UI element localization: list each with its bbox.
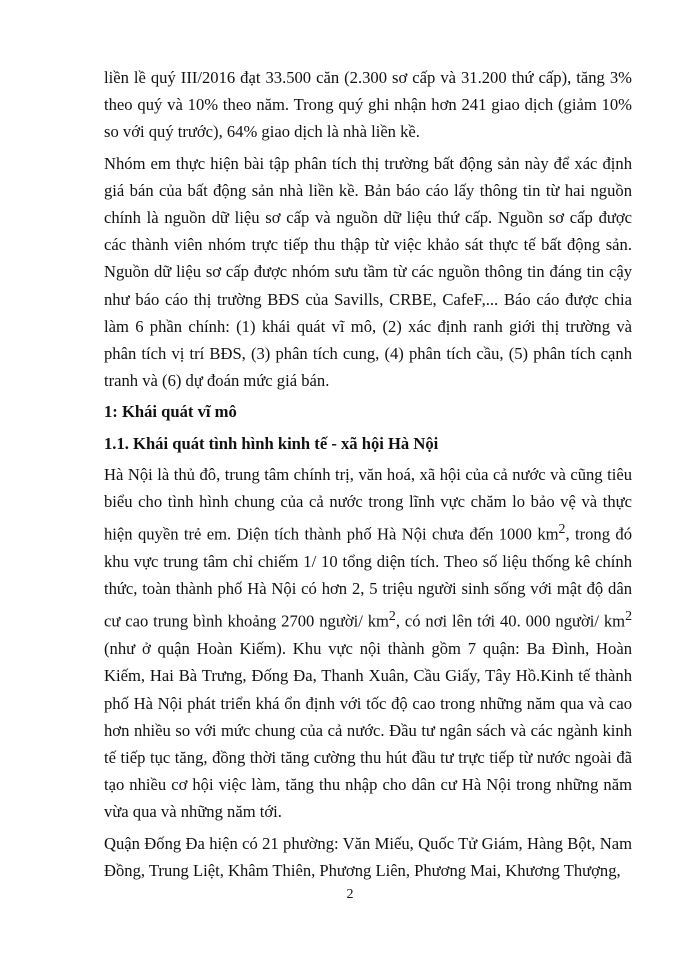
text-run: , có nơi lên tới 40. 000 người/ km [395,611,626,631]
text-run: Hà Nội là thủ đô, trung tâm chính trị, văn hoá, xã hội của cả nước và cũng tiêu biểu cho tình hình chung của cả nước trong lĩnh vực chăm lo bảo vệ và thực hiện quyền trẻ em. Diện tích thành phố Hà Nội chưa đến 1000 km [104,464,632,544]
section-heading: 1: Khái quát vĩ mô [104,402,237,422]
paragraph-townhouse-stats: liền lề quý III/2016 đạt 33.500 căn (2.300 sơ cấp và 31.200 thứ cấp), tăng 3% theo quý và 10% theo năm. Trong quý ghi nhận hơn 241 giao dịch (giảm 10% so với quý trước), 64% giao dịch là nhà liền kề. [104,68,632,142]
superscript: 2 [625,608,632,624]
text-run: (như ở quận Hoàn Kiếm). Khu vực nội thành gồm 7 quận: Ba Đình, Hoàn Kiếm, Hai Bà Trưng, Đống Đa, Thanh Xuân, Cầu Giấy, Tây Hồ.Kinh tế thành phố Hà Nội phát triển khá ổn định với tốc độ cao trong những năm qua và cao hơn nhiều so với mức chung của cả nước. Đầu tư ngân sách và các ngành kinh tế tiếp tục tăng, đồng thời tăng cường thu hút đầu tư trực tiếp từ nước ngoài đã tạo nhiều cơ hội việc làm, tăng thu nhập cho dân cư Hà Nội trong những năm vừa qua và những năm tới. [104,639,632,822]
subsection-heading: 1.1. Khái quát tình hình kinh tế - xã hội Hà Nội [104,433,439,453]
superscript: 2 [388,608,396,624]
paragraph-report-intro: Nhóm em thực hiện bài tập phân tích thị trường bất động sản này để xác định giá bán của bất động sản nhà liền kề. Bản báo cáo lấy thông tin từ hai nguồn chính là nguồn dữ liệu sơ cấp và nguồn dữ liệu thứ cấp. Nguồn sơ cấp được các thành viên nhóm trực tiếp thu thập từ việc khảo sát thực tế bất động sản. Nguồn dữ liệu sơ cấp được nhóm sưu tầm từ các nguồn thông tin đáng tin cậy như báo cáo thị trường BĐS của Savills, CRBE, CafeF,... Báo cáo được chia làm 6 phần chính: (1) khái quát vĩ mô, (2) xác định ranh giới thị trường và phân tích vị trí BĐS, (3) phân tích cung, (4) phân tích cầu, (5) phân tích cạnh tranh và (6) dự đoán mức giá bán. [104,153,632,391]
superscript: 2 [558,521,566,537]
text-run: , trong đó khu vực trung tâm chỉ chiếm 1/ 10 tổng diện tích. Theo số liệu thống kê chính thức, toàn thành phố Hà Nội có hơn 2, 5 triệu người sinh sống với mật độ dân cư cao trung bình khoảng 2700 người/ km [104,524,632,631]
page-number: 2 [346,887,354,902]
paragraph-dongda-wards: Quận Đống Đa hiện có 21 phường: Văn Miếu, Quốc Tử Giám, Hàng Bột, Nam Đồng, Trung Liệt, Khâm Thiên, Phương Liên, Phương Mai, Khương Thượng, [104,833,632,880]
paragraph-hanoi-overview [104,461,632,826]
document-page [104,64,632,888]
